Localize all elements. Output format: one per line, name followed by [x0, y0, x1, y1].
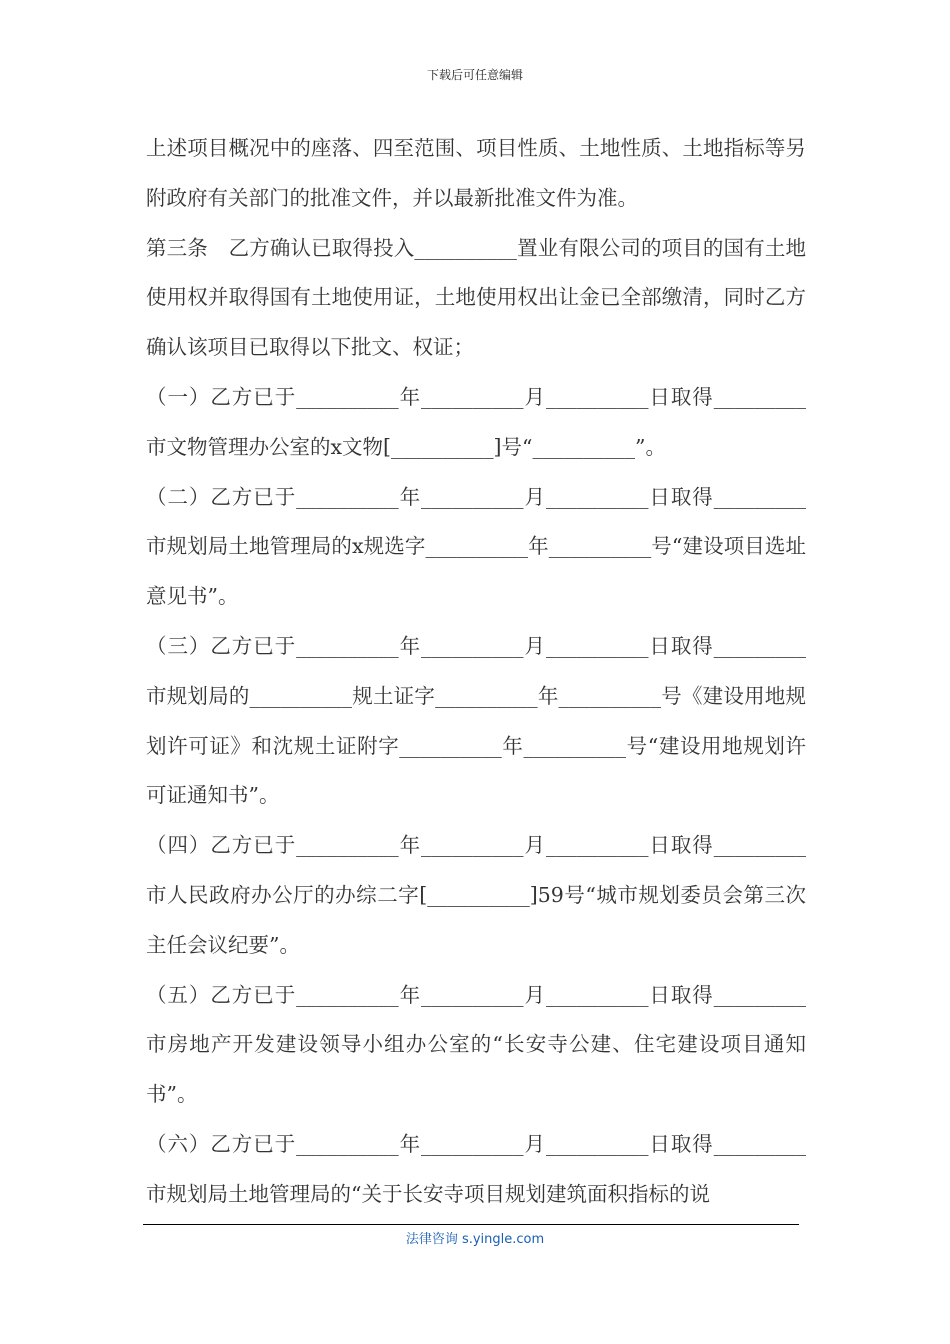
page-header: 下载后可任意编辑 [426, 68, 523, 82]
footer-link[interactable]: 法律咨询 s.yingle.com [405, 1232, 545, 1247]
paragraph-item-1: （一）乙方已于__________年__________月__________日取得_________市文物管理办公室的x文物[__________]号“__________”。 [146, 384, 806, 459]
footer-divider [143, 1224, 799, 1225]
paragraph-article-3: 第三条 乙方确认已取得投入__________置业有限公司的项目的国有土地使用权并取得国有土地使用证，土地使用权出让金已全部缴清，同时乙方确认该项目已取得以下批文、权证； [146, 235, 806, 360]
paragraph-project-docs: 上述项目概况中的座落、四至范围、项目性质、土地性质、土地指标等另附政府有关部门的批准文件，并以最新批准文件为准。 [146, 136, 806, 210]
paragraph-item-6: （六）乙方已于__________年__________月__________日取得_________市规划局土地管理局的“关于长安寺项目规划建筑面积指标的说 [146, 1131, 806, 1206]
paragraph-item-2: （二）乙方已于__________年__________月__________日取得_________市规划局土地管理局的x规选字__________年__________号“建设项目选址意见书”。 [146, 484, 806, 609]
paragraph-item-4: （四）乙方已于__________年__________月__________日取得_________市人民政府办公厅的办综二字[__________]59号“城市规划委员会第三次主任会议纪要”。 [146, 833, 806, 957]
paragraph-item-5: （五）乙方已于__________年__________月__________日取得_________市房地产开发建设领导小组办公室的“长安寺公建、住宅建设项目通知书”。 [146, 982, 806, 1107]
paragraph-item-3: （三）乙方已于__________年__________月__________日取得_________市规划局的__________规土证字__________年__________号《建设用地规划许可证》和沈规土证附字__________年__________号“建设用地规划许可证通知书”。 [146, 633, 806, 808]
document-body [146, 124, 806, 1220]
